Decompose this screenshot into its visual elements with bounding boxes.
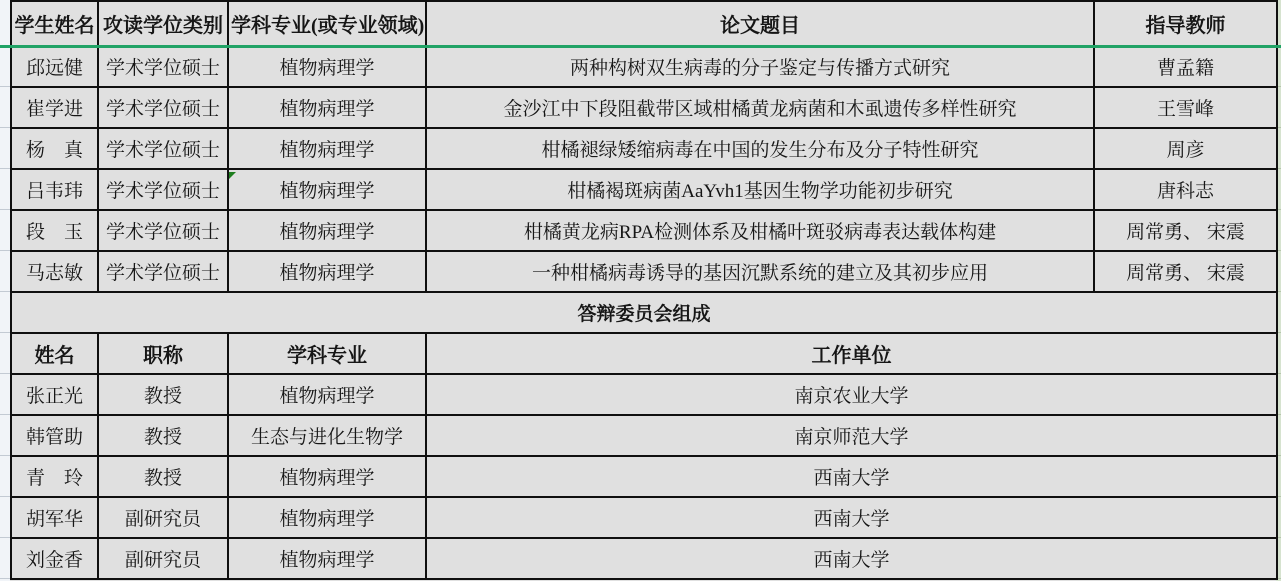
header-advisor[interactable]: 指导教师 — [1094, 1, 1277, 46]
student-name-cell[interactable]: 杨 真 — [11, 128, 98, 169]
committee-title-cell[interactable]: 教授 — [98, 415, 228, 456]
committee-header-row — [11, 333, 1277, 374]
committee-title-cell[interactable]: 教授 — [98, 456, 228, 497]
committee-name-cell[interactable]: 张正光 — [11, 374, 98, 415]
student-major-cell[interactable]: 植物病理学 — [228, 169, 426, 210]
student-advisor-cell[interactable]: 周常勇、 宋震 — [1094, 251, 1277, 292]
student-thesis-cell[interactable]: 柑橘褪绿矮缩病毒在中国的发生分布及分子特性研究 — [426, 128, 1094, 169]
student-row — [11, 46, 1277, 87]
committee-row — [11, 415, 1277, 456]
committee-row — [11, 374, 1277, 415]
student-name-cell[interactable]: 崔学进 — [11, 87, 98, 128]
student-name-cell[interactable]: 段 玉 — [11, 210, 98, 251]
sheet-gutter-left — [0, 0, 10, 581]
student-major-cell[interactable]: 植物病理学 — [228, 46, 426, 87]
committee-title-cell[interactable]: 教授 — [98, 374, 228, 415]
committee-major-cell[interactable]: 生态与进化生物学 — [228, 415, 426, 456]
header-degree-type[interactable]: 攻读学位类别 — [98, 1, 228, 46]
frozen-pane-divider — [0, 45, 1281, 48]
header-committee-major[interactable]: 学科专业 — [228, 333, 426, 374]
student-thesis-cell[interactable]: 金沙江中下段阻截带区域柑橘黄龙病菌和木虱遗传多样性研究 — [426, 87, 1094, 128]
committee-unit-cell[interactable]: 南京师范大学 — [426, 415, 1277, 456]
student-degree-cell[interactable]: 学术学位硕士 — [98, 87, 228, 128]
header-student-name[interactable]: 学生姓名 — [11, 1, 98, 46]
committee-major-cell[interactable]: 植物病理学 — [228, 538, 426, 579]
student-advisor-cell[interactable]: 周常勇、 宋震 — [1094, 210, 1277, 251]
committee-unit-cell[interactable]: 南京农业大学 — [426, 374, 1277, 415]
student-name-cell[interactable]: 吕韦玮 — [11, 169, 98, 210]
committee-row — [11, 538, 1277, 579]
student-advisor-cell[interactable]: 王雪峰 — [1094, 87, 1277, 128]
header-committee-name[interactable]: 姓名 — [11, 333, 98, 374]
student-degree-cell[interactable]: 学术学位硕士 — [98, 251, 228, 292]
committee-section-title[interactable]: 答辩委员会组成 — [11, 292, 1277, 333]
student-advisor-cell[interactable]: 周彦 — [1094, 128, 1277, 169]
student-degree-cell[interactable]: 学术学位硕士 — [98, 210, 228, 251]
committee-major-cell[interactable]: 植物病理学 — [228, 497, 426, 538]
header-major[interactable]: 学科专业(或专业领域) — [228, 1, 426, 46]
committee-name-cell[interactable]: 刘金香 — [11, 538, 98, 579]
cell-error-indicator-icon — [229, 172, 236, 179]
committee-title-cell[interactable]: 副研究员 — [98, 538, 228, 579]
student-advisor-cell[interactable]: 曹孟籍 — [1094, 46, 1277, 87]
student-major-cell[interactable]: 植物病理学 — [228, 128, 426, 169]
student-degree-cell[interactable]: 学术学位硕士 — [98, 169, 228, 210]
student-thesis-cell[interactable]: 一种柑橘病毒诱导的基因沉默系统的建立及其初步应用 — [426, 251, 1094, 292]
student-name-cell[interactable]: 马志敏 — [11, 251, 98, 292]
student-major-cell[interactable]: 植物病理学 — [228, 251, 426, 292]
committee-name-cell[interactable]: 青 玲 — [11, 456, 98, 497]
student-degree-cell[interactable]: 学术学位硕士 — [98, 46, 228, 87]
student-row — [11, 169, 1277, 210]
committee-unit-cell[interactable]: 西南大学 — [426, 497, 1277, 538]
committee-major-cell[interactable]: 植物病理学 — [228, 374, 426, 415]
student-row — [11, 128, 1277, 169]
student-row — [11, 210, 1277, 251]
student-name-cell[interactable]: 邱远健 — [11, 46, 98, 87]
students-header-row — [11, 1, 1277, 46]
header-thesis-title[interactable]: 论文题目 — [426, 1, 1094, 46]
student-thesis-cell[interactable]: 柑橘黄龙病RPA检测体系及柑橘叶斑驳病毒表达载体构建 — [426, 210, 1094, 251]
committee-row — [11, 456, 1277, 497]
thesis-defense-table — [10, 0, 1278, 580]
committee-unit-cell[interactable]: 西南大学 — [426, 538, 1277, 579]
student-major-cell[interactable]: 植物病理学 — [228, 210, 426, 251]
student-row — [11, 87, 1277, 128]
committee-row — [11, 497, 1277, 538]
section-header-row — [11, 292, 1277, 333]
student-thesis-cell[interactable]: 两种构树双生病毒的分子鉴定与传播方式研究 — [426, 46, 1094, 87]
student-major-cell[interactable]: 植物病理学 — [228, 87, 426, 128]
student-advisor-cell[interactable]: 唐科志 — [1094, 169, 1277, 210]
student-row — [11, 251, 1277, 292]
committee-name-cell[interactable]: 胡军华 — [11, 497, 98, 538]
committee-unit-cell[interactable]: 西南大学 — [426, 456, 1277, 497]
header-committee-title[interactable]: 职称 — [98, 333, 228, 374]
committee-name-cell[interactable]: 韩管助 — [11, 415, 98, 456]
student-thesis-cell[interactable]: 柑橘褐斑病菌AaYvh1基因生物学功能初步研究 — [426, 169, 1094, 210]
student-degree-cell[interactable]: 学术学位硕士 — [98, 128, 228, 169]
committee-title-cell[interactable]: 副研究员 — [98, 497, 228, 538]
committee-major-cell[interactable]: 植物病理学 — [228, 456, 426, 497]
header-committee-unit[interactable]: 工作单位 — [426, 333, 1277, 374]
